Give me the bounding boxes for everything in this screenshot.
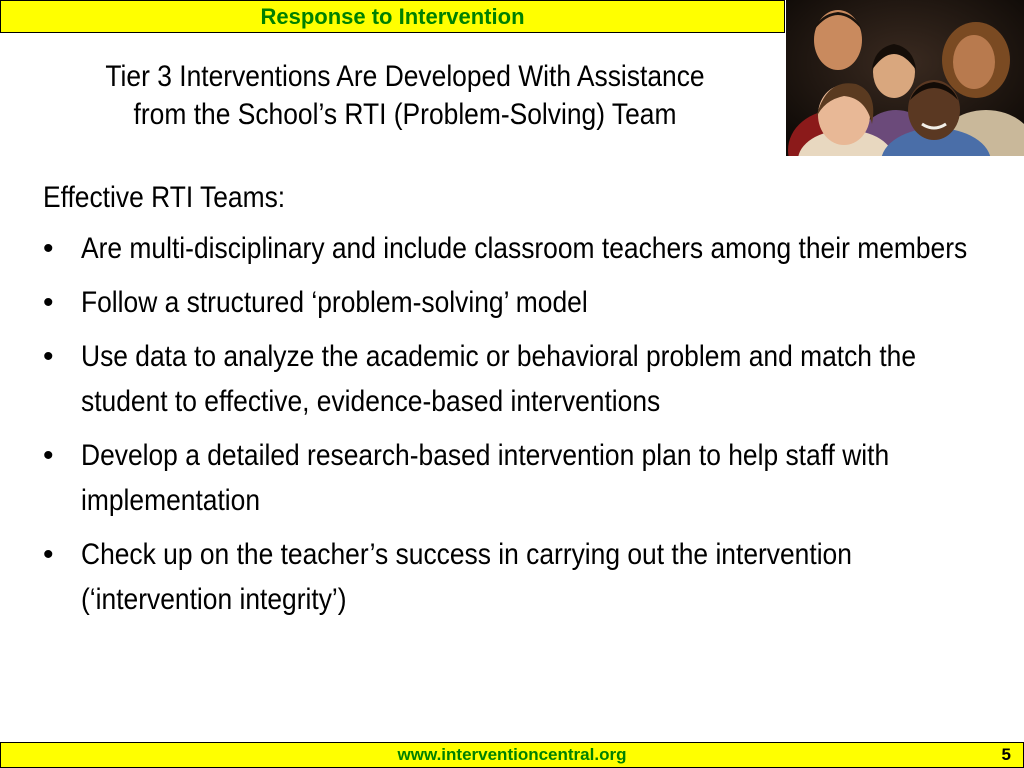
bullet-text: Follow a structured ‘problem-solving’ model — [81, 286, 588, 319]
bullet-item — [43, 532, 983, 622]
bullet-dot: • — [43, 232, 54, 265]
bullet-list — [43, 226, 983, 622]
bullet-dot: • — [43, 538, 54, 571]
bullet-text: Use data to analyze the academic or behavioral problem and match the student to effective, evidence-based interventions — [81, 340, 917, 418]
slide-title-line1: Tier 3 Interventions Are Developed With Assistance — [105, 60, 705, 93]
slide-title — [66, 58, 744, 134]
banner-title: Response to Intervention — [260, 3, 525, 29]
bullet-text: Develop a detailed research-based intervention plan to help staff with implementation — [81, 439, 890, 517]
bullet-item — [43, 226, 983, 271]
group-photo — [786, 0, 1024, 156]
bullet-dot: • — [43, 286, 54, 319]
footer-banner — [0, 742, 1024, 768]
bullet-dot: • — [43, 439, 54, 472]
footer-url[interactable]: www.interventioncentral.org — [397, 745, 627, 764]
slide-content — [43, 175, 983, 631]
lead-text: Effective RTI Teams: — [43, 181, 286, 214]
bullet-item — [43, 433, 983, 523]
bullet-item — [43, 334, 983, 424]
bullet-dot: • — [43, 340, 54, 373]
top-banner — [0, 0, 785, 33]
page-number: 5 — [1001, 745, 1011, 764]
bullet-item — [43, 280, 983, 325]
bullet-text: Check up on the teacher’s success in carrying out the intervention (‘intervention integrity’) — [81, 538, 852, 616]
group-photo-illustration — [786, 0, 1024, 156]
slide-title-line2: from the School’s RTI (Problem-Solving) Team — [133, 98, 677, 131]
bullet-text: Are multi-disciplinary and include classroom teachers among their members — [81, 232, 968, 265]
